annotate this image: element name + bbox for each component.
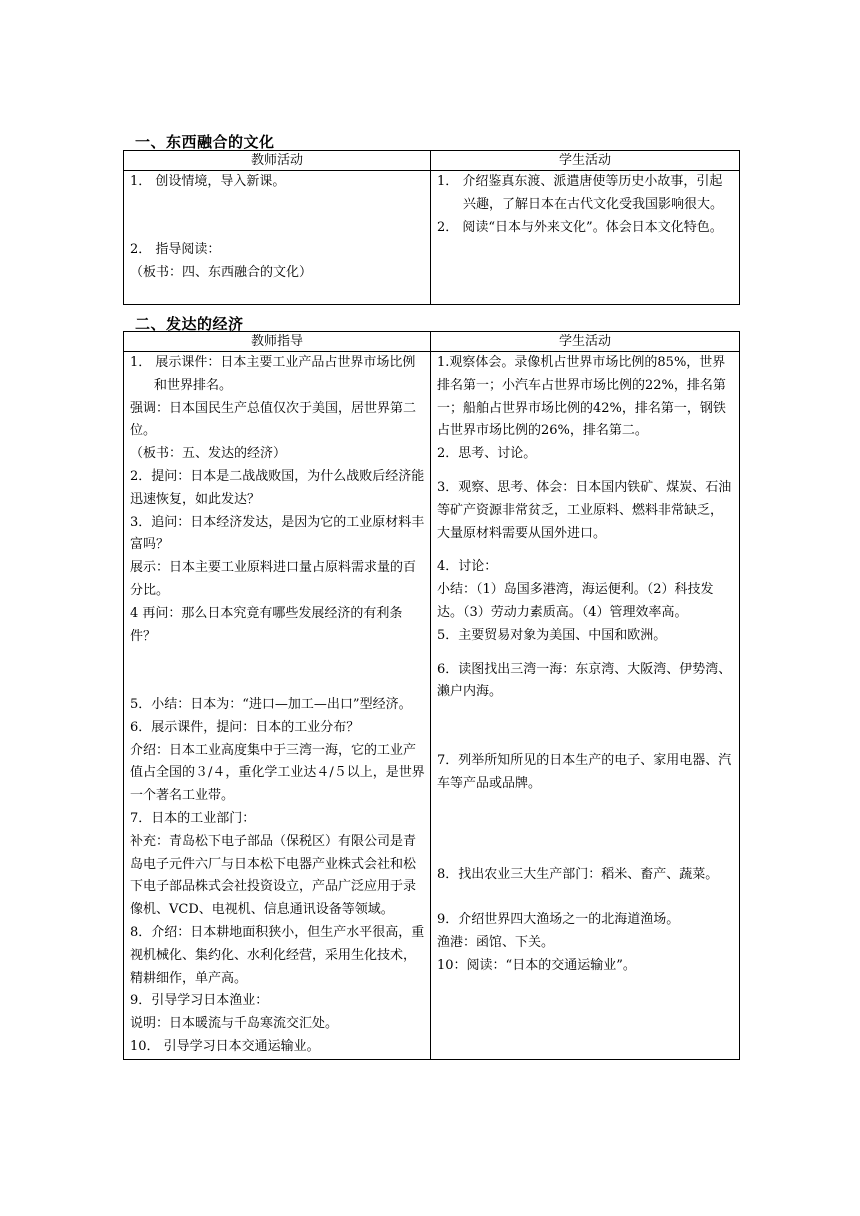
student-cell	[431, 352, 740, 1060]
list-item: 介绍：日本工业高度集中于三湾一海，它的工业产值占全国的３/４，重化学工业达４/５以上，是世界一个著名工业带。	[130, 742, 425, 804]
list-item: 7．日本的工业部门：	[130, 810, 256, 826]
list-item: 3．追问：日本经济发达，是因为它的工业原材料丰富吗？	[130, 514, 425, 553]
list-item: 8．找出农业三大生产部门：稻米、畜产、蔬菜。	[437, 866, 719, 882]
list-item: 9．引导学习日本渔业：	[130, 993, 269, 1009]
list-item: 说明：日本暖流与千岛寒流交汇处。	[130, 1016, 339, 1032]
list-item: 2．提问：日本是二战战败国，为什么战败后经济能迅速恢复，如此发达？	[130, 468, 425, 507]
list-item: 3．观察、思考、体会：日本国内铁矿、煤炭、石油等矿产资源非常贫乏，工业原料、燃料非常缺乏，大量原材料需要从国外进口。	[437, 479, 732, 541]
header-student-activity: 学生活动	[431, 332, 740, 352]
header-teacher-guidance: 教师指导	[124, 332, 431, 352]
section2-title: 二、发达的经济	[135, 315, 244, 333]
section2-table	[123, 331, 740, 1060]
header-student-activity: 学生活动	[431, 151, 740, 171]
table-header-row	[124, 151, 740, 171]
list-item: 5．小结：日本为：“进口—加工—出口”型经济。	[130, 696, 412, 712]
list-item: 小结：（1）岛国多港湾，海运便利。（2）科技发达。（3）劳动力素质高。（4）管理效率高。	[437, 582, 714, 620]
list-item: （板书：五、发达的经济）	[130, 446, 287, 462]
header-teacher-activity: 教师活动	[124, 151, 431, 171]
list-item: 6．展示课件，提问：日本的工业分布？	[130, 719, 360, 735]
list-item: 8．介绍：日本耕地面积狭小，但生产水平很高，重视机械化、集约化、水利化经营，采用生化技术，精耕细作，单产高。	[130, 924, 425, 986]
section1-title: 一、东西融合的文化	[135, 133, 275, 151]
list-item: 1． 创设情境，导入新课。	[130, 174, 286, 189]
list-item: 10． 引导学习日本交通运输业。	[130, 1038, 320, 1054]
list-item: 渔港：函馆、下关。	[437, 935, 555, 951]
section1-table	[123, 150, 740, 305]
list-item: 4．讨论：	[437, 559, 498, 575]
teacher-cell	[124, 171, 431, 305]
list-item: 5．主要贸易对象为美国、中国和欧洲。	[437, 627, 667, 643]
list-item: 6．读图找出三湾一海：东京湾、大阪湾、伊势湾、濑户内海。	[437, 661, 732, 700]
teacher-cell	[124, 352, 431, 1060]
list-item: 展示：日本主要工业原料进口量占原料需求量的百分比。	[130, 560, 417, 598]
list-item: 10：阅读：“日本的交通运输业”。	[437, 957, 636, 973]
list-item: 2． 阅读“日本与外来文化”。体会日本文化特色。	[437, 219, 723, 235]
list-item: （板书：四、东西融合的文化）	[130, 265, 313, 281]
list-item: 1． 介绍鉴真东渡、派遣唐使等历史小故事，引起兴趣，了解日本在古代文化受我国影响很大。	[437, 174, 724, 212]
list-item: 补充：青岛松下电子部品（保税区）有限公司是青岛电子元件六厂与日本松下电器产业株式会社和松下电子部品株式会社投资设立，产品广泛应用于录像机、VCD、电视机、信息通讯设备等领域。	[130, 833, 417, 918]
table-row	[124, 171, 740, 305]
list-item: 1． 展示课件：日本主要工业产品占世界市场比例和世界排名。	[130, 355, 416, 393]
list-item: 2． 指导阅读：	[130, 242, 221, 258]
list-item: 2．思考、讨论。	[437, 446, 537, 462]
table-header-row	[124, 332, 740, 352]
student-cell	[431, 171, 740, 305]
list-item: 4 再问：那么日本究竟有哪些发展经济的有利条件？	[130, 605, 403, 644]
list-item: 7．列举所知所见的日本生产的电子、家用电器、汽车等产品或品牌。	[437, 752, 732, 791]
list-item: 1.观察体会。录像机占世界市场比例的85%，世界排名第一；小汽车占世界市场比例的22%，排名第一；船舶占世界市场比例的42%，排名第一，钢铁占世界市场比例的26%，排名第二。	[437, 355, 726, 439]
table-row	[124, 352, 740, 1060]
list-item: 强调：日本国民生产总值仅次于美国，居世界第二位。	[130, 400, 417, 439]
list-item: 9．介绍世界四大渔场之一的北海道渔场。	[437, 912, 680, 928]
